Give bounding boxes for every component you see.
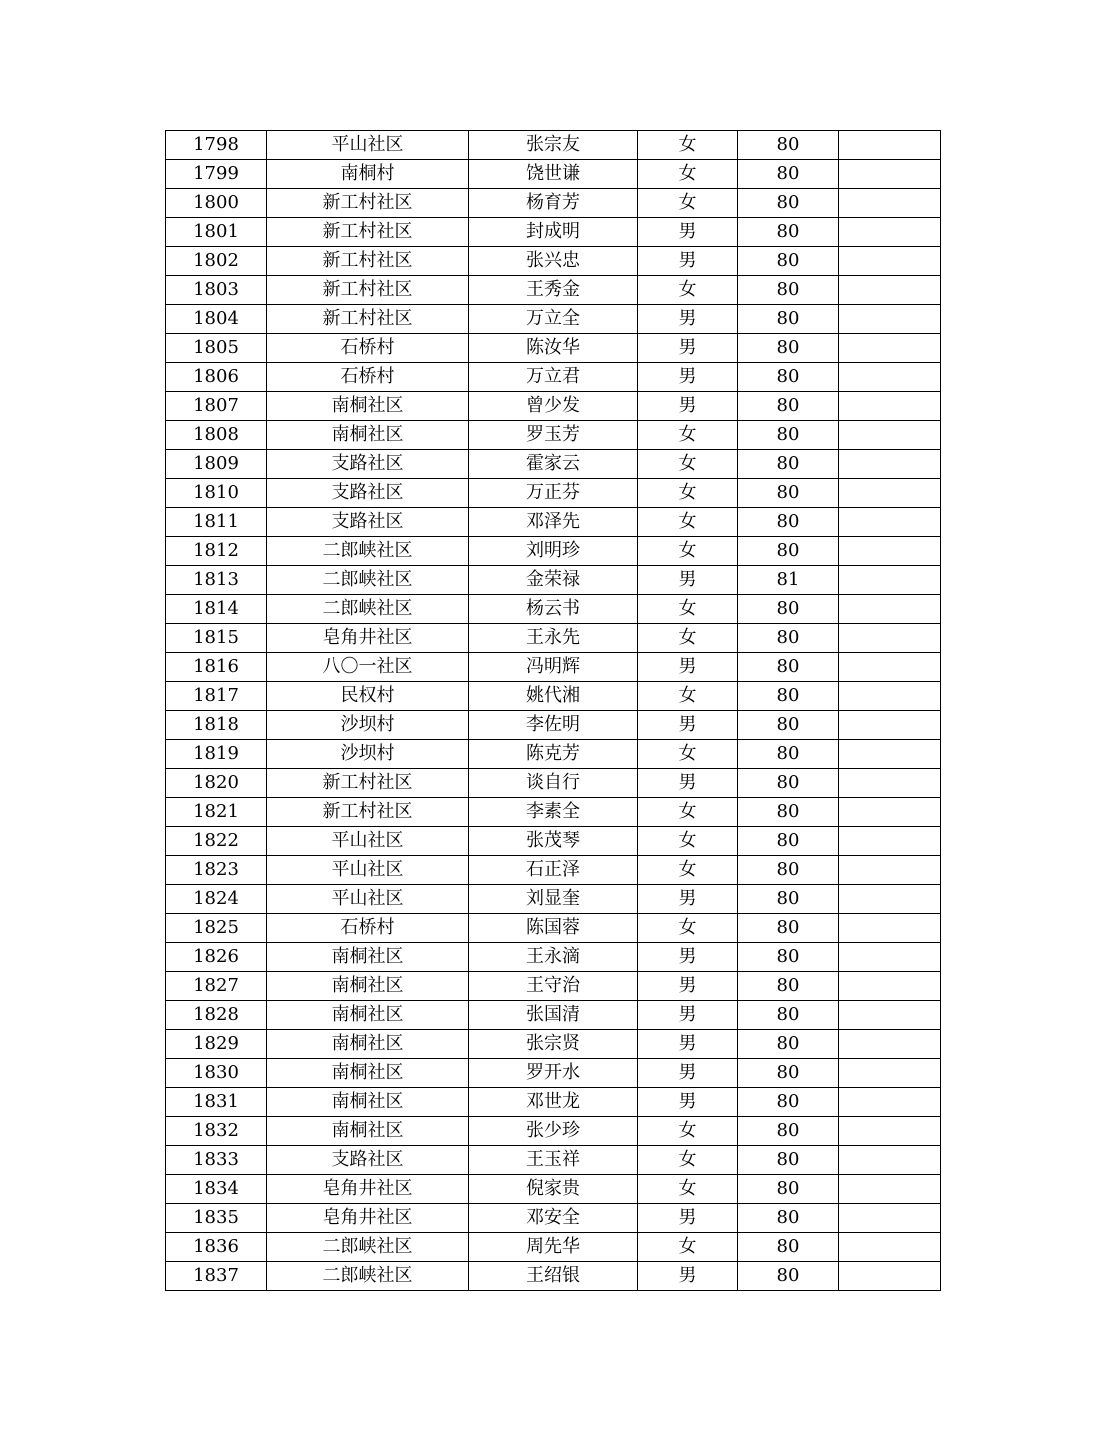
community-cell: 新工村社区 (267, 798, 469, 827)
age-cell: 80 (738, 653, 839, 682)
gender-cell: 男 (638, 1204, 738, 1233)
note-cell (839, 1204, 941, 1233)
community-cell: 南桐社区 (267, 1088, 469, 1117)
serial-number-cell: 1830 (166, 1059, 267, 1088)
name-cell: 张兴忠 (469, 247, 638, 276)
age-cell: 80 (738, 160, 839, 189)
table-row (166, 363, 941, 392)
community-cell: 二郎峡社区 (267, 1233, 469, 1262)
gender-cell: 女 (638, 131, 738, 160)
serial-number-cell: 1824 (166, 885, 267, 914)
note-cell (839, 1088, 941, 1117)
table-row (166, 769, 941, 798)
table-row (166, 856, 941, 885)
name-cell: 谈自行 (469, 769, 638, 798)
serial-number-cell: 1801 (166, 218, 267, 247)
note-cell (839, 334, 941, 363)
gender-cell: 男 (638, 1030, 738, 1059)
table-row (166, 1088, 941, 1117)
gender-cell: 男 (638, 247, 738, 276)
name-cell: 张少珍 (469, 1117, 638, 1146)
note-cell (839, 653, 941, 682)
community-cell: 平山社区 (267, 856, 469, 885)
table-row (166, 508, 941, 537)
gender-cell: 女 (638, 160, 738, 189)
community-cell: 沙坝村 (267, 711, 469, 740)
note-cell (839, 798, 941, 827)
community-cell: 支路社区 (267, 479, 469, 508)
table-row (166, 450, 941, 479)
community-cell: 南桐社区 (267, 392, 469, 421)
age-cell: 80 (738, 479, 839, 508)
serial-number-cell: 1817 (166, 682, 267, 711)
name-cell: 罗玉芳 (469, 421, 638, 450)
community-cell: 新工村社区 (267, 305, 469, 334)
table-row (166, 1059, 941, 1088)
note-cell (839, 131, 941, 160)
name-cell: 金荣禄 (469, 566, 638, 595)
gender-cell: 男 (638, 653, 738, 682)
serial-number-cell: 1819 (166, 740, 267, 769)
serial-number-cell: 1815 (166, 624, 267, 653)
gender-cell: 女 (638, 624, 738, 653)
community-cell: 平山社区 (267, 885, 469, 914)
serial-number-cell: 1814 (166, 595, 267, 624)
serial-number-cell: 1820 (166, 769, 267, 798)
serial-number-cell: 1833 (166, 1146, 267, 1175)
community-cell: 石桥村 (267, 334, 469, 363)
community-cell: 石桥村 (267, 914, 469, 943)
community-cell: 皂角井社区 (267, 624, 469, 653)
community-cell: 南桐社区 (267, 1117, 469, 1146)
name-cell: 饶世谦 (469, 160, 638, 189)
serial-number-cell: 1837 (166, 1262, 267, 1291)
serial-number-cell: 1834 (166, 1175, 267, 1204)
gender-cell: 女 (638, 740, 738, 769)
roster-table (165, 130, 941, 1291)
note-cell (839, 972, 941, 1001)
serial-number-cell: 1805 (166, 334, 267, 363)
note-cell (839, 247, 941, 276)
name-cell: 王守治 (469, 972, 638, 1001)
age-cell: 80 (738, 914, 839, 943)
serial-number-cell: 1807 (166, 392, 267, 421)
gender-cell: 女 (638, 508, 738, 537)
serial-number-cell: 1808 (166, 421, 267, 450)
note-cell (839, 769, 941, 798)
name-cell: 姚代湘 (469, 682, 638, 711)
age-cell: 80 (738, 392, 839, 421)
serial-number-cell: 1835 (166, 1204, 267, 1233)
table-row (166, 653, 941, 682)
name-cell: 王秀金 (469, 276, 638, 305)
gender-cell: 男 (638, 1001, 738, 1030)
table-row (166, 827, 941, 856)
gender-cell: 男 (638, 305, 738, 334)
age-cell: 80 (738, 305, 839, 334)
table-row (166, 1030, 941, 1059)
table-row (166, 218, 941, 247)
age-cell: 80 (738, 131, 839, 160)
name-cell: 周先华 (469, 1233, 638, 1262)
community-cell: 平山社区 (267, 131, 469, 160)
serial-number-cell: 1800 (166, 189, 267, 218)
age-cell: 80 (738, 769, 839, 798)
name-cell: 张宗贤 (469, 1030, 638, 1059)
name-cell: 刘明珍 (469, 537, 638, 566)
name-cell: 曾少发 (469, 392, 638, 421)
table-row (166, 1001, 941, 1030)
community-cell: 新工村社区 (267, 276, 469, 305)
name-cell: 李素全 (469, 798, 638, 827)
gender-cell: 男 (638, 566, 738, 595)
age-cell: 80 (738, 1262, 839, 1291)
community-cell: 南桐社区 (267, 943, 469, 972)
note-cell (839, 189, 941, 218)
serial-number-cell: 1816 (166, 653, 267, 682)
name-cell: 王永先 (469, 624, 638, 653)
serial-number-cell: 1827 (166, 972, 267, 1001)
community-cell: 二郎峡社区 (267, 537, 469, 566)
note-cell (839, 392, 941, 421)
serial-number-cell: 1811 (166, 508, 267, 537)
community-cell: 八〇一社区 (267, 653, 469, 682)
serial-number-cell: 1803 (166, 276, 267, 305)
table-row (166, 305, 941, 334)
name-cell: 王玉祥 (469, 1146, 638, 1175)
serial-number-cell: 1802 (166, 247, 267, 276)
community-cell: 南桐社区 (267, 421, 469, 450)
age-cell: 80 (738, 1117, 839, 1146)
name-cell: 邓安全 (469, 1204, 638, 1233)
serial-number-cell: 1826 (166, 943, 267, 972)
serial-number-cell: 1822 (166, 827, 267, 856)
gender-cell: 女 (638, 479, 738, 508)
name-cell: 张宗友 (469, 131, 638, 160)
name-cell: 杨云书 (469, 595, 638, 624)
table-row (166, 972, 941, 1001)
note-cell (839, 1262, 941, 1291)
age-cell: 80 (738, 740, 839, 769)
table-row (166, 798, 941, 827)
community-cell: 新工村社区 (267, 247, 469, 276)
gender-cell: 女 (638, 189, 738, 218)
gender-cell: 男 (638, 1088, 738, 1117)
gender-cell: 男 (638, 769, 738, 798)
name-cell: 刘显奎 (469, 885, 638, 914)
serial-number-cell: 1812 (166, 537, 267, 566)
age-cell: 80 (738, 624, 839, 653)
note-cell (839, 508, 941, 537)
note-cell (839, 827, 941, 856)
community-cell: 南桐社区 (267, 1001, 469, 1030)
note-cell (839, 914, 941, 943)
community-cell: 民权村 (267, 682, 469, 711)
name-cell: 石正泽 (469, 856, 638, 885)
serial-number-cell: 1821 (166, 798, 267, 827)
serial-number-cell: 1806 (166, 363, 267, 392)
gender-cell: 女 (638, 421, 738, 450)
gender-cell: 女 (638, 856, 738, 885)
note-cell (839, 1059, 941, 1088)
table-row (166, 160, 941, 189)
serial-number-cell: 1836 (166, 1233, 267, 1262)
serial-number-cell: 1804 (166, 305, 267, 334)
note-cell (839, 711, 941, 740)
community-cell: 南桐社区 (267, 972, 469, 1001)
table-row (166, 276, 941, 305)
gender-cell: 女 (638, 682, 738, 711)
table-row (166, 392, 941, 421)
gender-cell: 男 (638, 943, 738, 972)
table-row (166, 943, 941, 972)
age-cell: 80 (738, 972, 839, 1001)
community-cell: 新工村社区 (267, 189, 469, 218)
name-cell: 陈国蓉 (469, 914, 638, 943)
age-cell: 80 (738, 827, 839, 856)
age-cell: 80 (738, 595, 839, 624)
serial-number-cell: 1832 (166, 1117, 267, 1146)
serial-number-cell: 1813 (166, 566, 267, 595)
name-cell: 罗开水 (469, 1059, 638, 1088)
gender-cell: 男 (638, 972, 738, 1001)
gender-cell: 女 (638, 1117, 738, 1146)
age-cell: 80 (738, 682, 839, 711)
roster-table-body (166, 131, 941, 1291)
note-cell (839, 160, 941, 189)
community-cell: 支路社区 (267, 450, 469, 479)
age-cell: 80 (738, 363, 839, 392)
table-row (166, 914, 941, 943)
name-cell: 邓世龙 (469, 1088, 638, 1117)
table-row (166, 885, 941, 914)
table-row (166, 682, 941, 711)
note-cell (839, 1001, 941, 1030)
community-cell: 平山社区 (267, 827, 469, 856)
note-cell (839, 595, 941, 624)
age-cell: 80 (738, 1059, 839, 1088)
serial-number-cell: 1810 (166, 479, 267, 508)
community-cell: 支路社区 (267, 508, 469, 537)
community-cell: 皂角井社区 (267, 1204, 469, 1233)
table-row (166, 1204, 941, 1233)
serial-number-cell: 1798 (166, 131, 267, 160)
gender-cell: 女 (638, 1175, 738, 1204)
community-cell: 皂角井社区 (267, 1175, 469, 1204)
serial-number-cell: 1828 (166, 1001, 267, 1030)
age-cell: 80 (738, 1030, 839, 1059)
gender-cell: 女 (638, 450, 738, 479)
table-row (166, 1262, 941, 1291)
note-cell (839, 1175, 941, 1204)
serial-number-cell: 1809 (166, 450, 267, 479)
gender-cell: 男 (638, 711, 738, 740)
note-cell (839, 1117, 941, 1146)
community-cell: 沙坝村 (267, 740, 469, 769)
gender-cell: 女 (638, 537, 738, 566)
note-cell (839, 479, 941, 508)
community-cell: 南桐社区 (267, 1030, 469, 1059)
age-cell: 81 (738, 566, 839, 595)
note-cell (839, 421, 941, 450)
age-cell: 80 (738, 508, 839, 537)
age-cell: 80 (738, 1001, 839, 1030)
name-cell: 陈克芳 (469, 740, 638, 769)
table-row (166, 421, 941, 450)
age-cell: 80 (738, 450, 839, 479)
table-row (166, 595, 941, 624)
community-cell: 二郎峡社区 (267, 566, 469, 595)
note-cell (839, 363, 941, 392)
note-cell (839, 682, 941, 711)
name-cell: 万立全 (469, 305, 638, 334)
name-cell: 倪家贵 (469, 1175, 638, 1204)
note-cell (839, 566, 941, 595)
community-cell: 新工村社区 (267, 769, 469, 798)
note-cell (839, 1233, 941, 1262)
table-row (166, 1117, 941, 1146)
name-cell: 万立君 (469, 363, 638, 392)
community-cell: 新工村社区 (267, 218, 469, 247)
name-cell: 张国清 (469, 1001, 638, 1030)
name-cell: 邓泽先 (469, 508, 638, 537)
note-cell (839, 856, 941, 885)
note-cell (839, 450, 941, 479)
note-cell (839, 624, 941, 653)
table-row (166, 131, 941, 160)
name-cell: 陈汝华 (469, 334, 638, 363)
table-row (166, 479, 941, 508)
table-row (166, 711, 941, 740)
gender-cell: 女 (638, 914, 738, 943)
community-cell: 支路社区 (267, 1146, 469, 1175)
age-cell: 80 (738, 276, 839, 305)
gender-cell: 女 (638, 827, 738, 856)
serial-number-cell: 1799 (166, 160, 267, 189)
gender-cell: 男 (638, 334, 738, 363)
gender-cell: 女 (638, 1146, 738, 1175)
community-cell: 二郎峡社区 (267, 595, 469, 624)
name-cell: 李佐明 (469, 711, 638, 740)
age-cell: 80 (738, 798, 839, 827)
age-cell: 80 (738, 943, 839, 972)
table-row (166, 740, 941, 769)
age-cell: 80 (738, 1175, 839, 1204)
age-cell: 80 (738, 856, 839, 885)
age-cell: 80 (738, 218, 839, 247)
age-cell: 80 (738, 1088, 839, 1117)
name-cell: 杨育芳 (469, 189, 638, 218)
name-cell: 封成明 (469, 218, 638, 247)
table-row (166, 189, 941, 218)
name-cell: 张茂琴 (469, 827, 638, 856)
note-cell (839, 885, 941, 914)
name-cell: 万正芬 (469, 479, 638, 508)
serial-number-cell: 1831 (166, 1088, 267, 1117)
name-cell: 霍家云 (469, 450, 638, 479)
serial-number-cell: 1818 (166, 711, 267, 740)
gender-cell: 女 (638, 276, 738, 305)
gender-cell: 男 (638, 885, 738, 914)
table-row (166, 1146, 941, 1175)
name-cell: 王绍银 (469, 1262, 638, 1291)
table-row (166, 1175, 941, 1204)
gender-cell: 男 (638, 363, 738, 392)
note-cell (839, 1146, 941, 1175)
note-cell (839, 943, 941, 972)
table-row (166, 1233, 941, 1262)
gender-cell: 男 (638, 1059, 738, 1088)
gender-cell: 女 (638, 595, 738, 624)
table-row (166, 247, 941, 276)
age-cell: 80 (738, 537, 839, 566)
note-cell (839, 305, 941, 334)
serial-number-cell: 1829 (166, 1030, 267, 1059)
age-cell: 80 (738, 885, 839, 914)
age-cell: 80 (738, 334, 839, 363)
community-cell: 石桥村 (267, 363, 469, 392)
note-cell (839, 218, 941, 247)
gender-cell: 女 (638, 798, 738, 827)
age-cell: 80 (738, 711, 839, 740)
note-cell (839, 276, 941, 305)
gender-cell: 女 (638, 1233, 738, 1262)
note-cell (839, 1030, 941, 1059)
name-cell: 冯明辉 (469, 653, 638, 682)
age-cell: 80 (738, 189, 839, 218)
table-row (166, 566, 941, 595)
note-cell (839, 740, 941, 769)
age-cell: 80 (738, 421, 839, 450)
name-cell: 王永滴 (469, 943, 638, 972)
table-row (166, 537, 941, 566)
community-cell: 二郎峡社区 (267, 1262, 469, 1291)
community-cell: 南桐社区 (267, 1059, 469, 1088)
table-row (166, 624, 941, 653)
gender-cell: 男 (638, 218, 738, 247)
gender-cell: 男 (638, 1262, 738, 1291)
table-row (166, 334, 941, 363)
age-cell: 80 (738, 247, 839, 276)
age-cell: 80 (738, 1146, 839, 1175)
community-cell: 南桐村 (267, 160, 469, 189)
gender-cell: 男 (638, 392, 738, 421)
serial-number-cell: 1825 (166, 914, 267, 943)
age-cell: 80 (738, 1233, 839, 1262)
note-cell (839, 537, 941, 566)
age-cell: 80 (738, 1204, 839, 1233)
serial-number-cell: 1823 (166, 856, 267, 885)
